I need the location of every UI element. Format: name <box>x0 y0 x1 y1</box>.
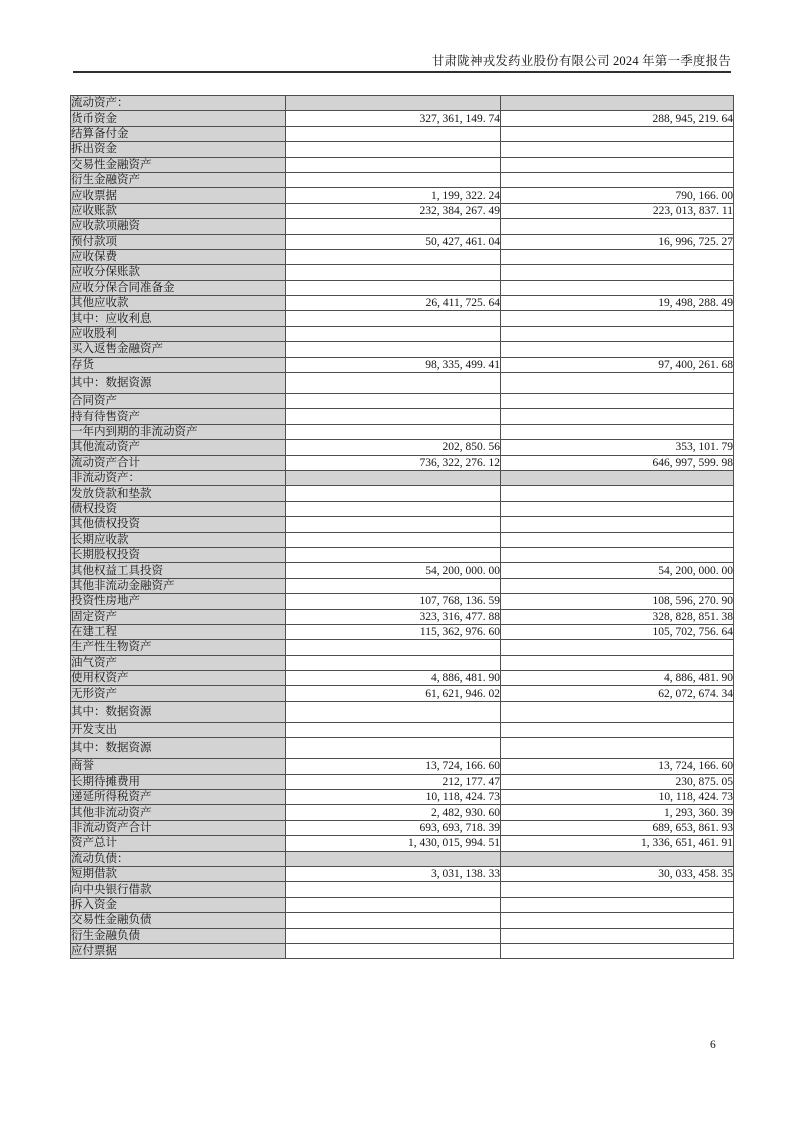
value-col-1 <box>286 655 501 670</box>
table-row <box>71 866 734 881</box>
balance-sheet-table <box>70 95 734 959</box>
row-label: 其他债权投资 <box>71 517 286 532</box>
table-row <box>71 219 734 234</box>
row-label: 债权投资 <box>71 501 286 516</box>
table-row <box>71 532 734 547</box>
row-label: 交易性金融负债 <box>71 913 286 928</box>
value-col-2: 54, 200, 000. 00 <box>501 563 734 578</box>
value-col-1: 115, 362, 976. 60 <box>286 624 501 639</box>
table-row <box>71 296 734 311</box>
value-col-1 <box>286 547 501 562</box>
row-label: 应收款项融资 <box>71 219 286 234</box>
value-col-2: 105, 702, 756. 64 <box>501 624 734 639</box>
row-label: 其中：应收利息 <box>71 311 286 326</box>
value-col-1: 1, 199, 322. 24 <box>286 188 501 203</box>
value-col-1 <box>286 532 501 547</box>
value-col-1 <box>286 326 501 341</box>
row-label: 开发支出 <box>71 722 286 737</box>
value-col-1 <box>286 373 501 394</box>
value-col-2 <box>501 96 734 111</box>
value-col-2: 4, 886, 481. 90 <box>501 671 734 686</box>
value-col-1 <box>286 897 501 912</box>
table-row <box>71 357 734 372</box>
table-row <box>71 928 734 943</box>
value-col-1 <box>286 424 501 439</box>
table-row <box>71 111 734 126</box>
table-row <box>71 280 734 295</box>
row-label: 拆出资金 <box>71 142 286 157</box>
value-col-2 <box>501 655 734 670</box>
row-label: 应收票据 <box>71 188 286 203</box>
row-label: 无形资产 <box>71 686 286 701</box>
value-col-2 <box>501 486 734 501</box>
value-col-1: 323, 316, 477. 88 <box>286 609 501 624</box>
value-col-2: 328, 828, 851. 38 <box>501 609 734 624</box>
value-col-1: 61, 621, 946. 02 <box>286 686 501 701</box>
value-col-2: 16, 996, 725. 27 <box>501 234 734 249</box>
header-rule-divider <box>73 71 731 73</box>
value-col-2 <box>501 517 734 532</box>
row-label: 流动资产合计 <box>71 455 286 470</box>
value-col-1 <box>286 640 501 655</box>
value-col-2: 790, 166. 00 <box>501 188 734 203</box>
row-label: 合同资产 <box>71 394 286 409</box>
value-col-1: 3, 031, 138. 33 <box>286 866 501 881</box>
value-col-1 <box>286 126 501 141</box>
row-label: 一年内到期的非流动资产 <box>71 424 286 439</box>
value-col-1 <box>286 470 501 485</box>
row-label: 其中：数据资源 <box>71 701 286 722</box>
value-col-1: 693, 693, 718. 39 <box>286 820 501 835</box>
row-label: 发放贷款和垫款 <box>71 486 286 501</box>
row-label: 持有待售资产 <box>71 409 286 424</box>
table-row <box>71 790 734 805</box>
value-col-2: 288, 945, 219. 64 <box>501 111 734 126</box>
table-row <box>71 96 734 111</box>
row-label: 其他非流动金融资产 <box>71 578 286 593</box>
value-col-2 <box>501 882 734 897</box>
value-col-1 <box>286 96 501 111</box>
value-col-2 <box>501 394 734 409</box>
row-label: 流动负债： <box>71 851 286 866</box>
value-col-2 <box>501 126 734 141</box>
table-row <box>71 547 734 562</box>
value-col-1 <box>286 486 501 501</box>
table-row <box>71 424 734 439</box>
table-row <box>71 913 734 928</box>
value-col-1 <box>286 882 501 897</box>
row-label: 其他应收款 <box>71 296 286 311</box>
value-col-2: 646, 997, 599. 98 <box>501 455 734 470</box>
value-col-1 <box>286 249 501 264</box>
page-number: 6 <box>710 1039 716 1051</box>
value-col-1 <box>286 342 501 357</box>
table-row <box>71 394 734 409</box>
table-row <box>71 640 734 655</box>
table-row <box>71 203 734 218</box>
table-row <box>71 311 734 326</box>
row-label: 货币资金 <box>71 111 286 126</box>
value-col-2 <box>501 640 734 655</box>
row-label: 其中：数据资源 <box>71 738 286 759</box>
value-col-1: 232, 384, 267. 49 <box>286 203 501 218</box>
row-label: 其他流动资产 <box>71 440 286 455</box>
value-col-2 <box>501 342 734 357</box>
value-col-2 <box>501 280 734 295</box>
row-label: 预付款项 <box>71 234 286 249</box>
report-header-title: 甘肃陇神戎发药业股份有限公司 2024 年第一季度报告 <box>431 54 731 68</box>
table-row <box>71 722 734 737</box>
table-row <box>71 342 734 357</box>
value-col-2 <box>501 265 734 280</box>
value-col-1: 4, 886, 481. 90 <box>286 671 501 686</box>
value-col-2 <box>501 738 734 759</box>
value-col-1: 2, 482, 930. 60 <box>286 805 501 820</box>
table-row <box>71 373 734 394</box>
value-col-2 <box>501 943 734 958</box>
value-col-2: 223, 013, 837. 11 <box>501 203 734 218</box>
value-col-1 <box>286 943 501 958</box>
row-label: 交易性金融资产 <box>71 157 286 172</box>
row-label: 其中：数据资源 <box>71 373 286 394</box>
value-col-2 <box>501 157 734 172</box>
row-label: 非流动资产： <box>71 470 286 485</box>
table-row <box>71 805 734 820</box>
value-col-1 <box>286 517 501 532</box>
table-row <box>71 563 734 578</box>
value-col-2 <box>501 249 734 264</box>
balance-sheet-body <box>71 96 734 959</box>
value-col-2 <box>501 219 734 234</box>
row-label: 衍生金融负债 <box>71 928 286 943</box>
table-row <box>71 249 734 264</box>
table-row <box>71 738 734 759</box>
value-col-1: 107, 768, 136. 59 <box>286 594 501 609</box>
value-col-1: 26, 411, 725. 64 <box>286 296 501 311</box>
value-col-1 <box>286 409 501 424</box>
value-col-1 <box>286 913 501 928</box>
value-col-2: 97, 400, 261. 68 <box>501 357 734 372</box>
row-label: 资产总计 <box>71 836 286 851</box>
table-row <box>71 157 734 172</box>
value-col-2 <box>501 172 734 187</box>
table-row <box>71 774 734 789</box>
table-row <box>71 820 734 835</box>
row-label: 应付票据 <box>71 943 286 958</box>
row-label: 流动资产： <box>71 96 286 111</box>
table-row <box>71 686 734 701</box>
table-row <box>71 594 734 609</box>
table-row <box>71 172 734 187</box>
value-col-2: 108, 596, 270. 90 <box>501 594 734 609</box>
value-col-1 <box>286 157 501 172</box>
row-label: 在建工程 <box>71 624 286 639</box>
value-col-1 <box>286 172 501 187</box>
value-col-1: 736, 322, 276. 12 <box>286 455 501 470</box>
value-col-1 <box>286 722 501 737</box>
value-col-2 <box>501 701 734 722</box>
value-col-1 <box>286 219 501 234</box>
table-row <box>71 701 734 722</box>
value-col-2: 353, 101. 79 <box>501 440 734 455</box>
table-row <box>71 234 734 249</box>
table-row <box>71 501 734 516</box>
row-label: 非流动资产合计 <box>71 820 286 835</box>
value-col-2: 19, 498, 288. 49 <box>501 296 734 311</box>
value-col-2 <box>501 470 734 485</box>
value-col-2: 1, 293, 360. 39 <box>501 805 734 820</box>
value-col-1: 50, 427, 461. 04 <box>286 234 501 249</box>
row-label: 长期股权投资 <box>71 547 286 562</box>
row-label: 其他非流动资产 <box>71 805 286 820</box>
table-row <box>71 624 734 639</box>
row-label: 买入返售金融资产 <box>71 342 286 357</box>
value-col-2 <box>501 424 734 439</box>
table-row <box>71 671 734 686</box>
table-row <box>71 265 734 280</box>
table-row <box>71 142 734 157</box>
value-col-2 <box>501 722 734 737</box>
value-col-2 <box>501 142 734 157</box>
table-row <box>71 326 734 341</box>
table-row <box>71 486 734 501</box>
table-row <box>71 188 734 203</box>
value-col-1: 327, 361, 149. 74 <box>286 111 501 126</box>
table-row <box>71 655 734 670</box>
table-row <box>71 578 734 593</box>
row-label: 长期待摊费用 <box>71 774 286 789</box>
table-row <box>71 943 734 958</box>
value-col-1 <box>286 928 501 943</box>
value-col-1 <box>286 738 501 759</box>
value-col-1 <box>286 142 501 157</box>
table-row <box>71 409 734 424</box>
value-col-2: 689, 653, 861. 93 <box>501 820 734 835</box>
row-label: 应收股利 <box>71 326 286 341</box>
value-col-1: 10, 118, 424. 73 <box>286 790 501 805</box>
value-col-2 <box>501 913 734 928</box>
value-col-2: 62, 072, 674. 34 <box>501 686 734 701</box>
table-row <box>71 882 734 897</box>
row-label: 拆入资金 <box>71 897 286 912</box>
row-label: 应收分保合同准备金 <box>71 280 286 295</box>
value-col-2 <box>501 897 734 912</box>
row-label: 应收分保账款 <box>71 265 286 280</box>
value-col-2 <box>501 547 734 562</box>
row-label: 衍生金融资产 <box>71 172 286 187</box>
value-col-1 <box>286 280 501 295</box>
value-col-2 <box>501 578 734 593</box>
table-row <box>71 851 734 866</box>
value-col-2: 230, 875. 05 <box>501 774 734 789</box>
value-col-2 <box>501 373 734 394</box>
table-row <box>71 836 734 851</box>
value-col-2 <box>501 501 734 516</box>
row-label: 存货 <box>71 357 286 372</box>
row-label: 向中央银行借款 <box>71 882 286 897</box>
table-row <box>71 897 734 912</box>
value-col-1 <box>286 311 501 326</box>
table-row <box>71 440 734 455</box>
value-col-1: 1, 430, 015, 994. 51 <box>286 836 501 851</box>
value-col-1 <box>286 501 501 516</box>
table-row <box>71 470 734 485</box>
table-row <box>71 609 734 624</box>
row-label: 应收保费 <box>71 249 286 264</box>
row-label: 固定资产 <box>71 609 286 624</box>
row-label: 应收账款 <box>71 203 286 218</box>
row-label: 生产性生物资产 <box>71 640 286 655</box>
value-col-1: 212, 177. 47 <box>286 774 501 789</box>
value-col-1: 98, 335, 499. 41 <box>286 357 501 372</box>
value-col-2: 1, 336, 651, 461. 91 <box>501 836 734 851</box>
value-col-1 <box>286 578 501 593</box>
value-col-1: 13, 724, 166. 60 <box>286 759 501 774</box>
row-label: 长期应收款 <box>71 532 286 547</box>
value-col-1: 54, 200, 000. 00 <box>286 563 501 578</box>
value-col-2 <box>501 311 734 326</box>
table-row <box>71 517 734 532</box>
value-col-2: 30, 033, 458. 35 <box>501 866 734 881</box>
value-col-1 <box>286 265 501 280</box>
row-label: 其他权益工具投资 <box>71 563 286 578</box>
value-col-1: 202, 850. 56 <box>286 440 501 455</box>
row-label: 投资性房地产 <box>71 594 286 609</box>
row-label: 递延所得税资产 <box>71 790 286 805</box>
row-label: 商誉 <box>71 759 286 774</box>
value-col-2 <box>501 409 734 424</box>
value-col-1 <box>286 851 501 866</box>
table-row <box>71 126 734 141</box>
value-col-2 <box>501 928 734 943</box>
row-label: 使用权资产 <box>71 671 286 686</box>
value-col-2 <box>501 532 734 547</box>
value-col-2 <box>501 326 734 341</box>
table-row <box>71 759 734 774</box>
value-col-1 <box>286 394 501 409</box>
value-col-1 <box>286 701 501 722</box>
row-label: 短期借款 <box>71 866 286 881</box>
row-label: 油气资产 <box>71 655 286 670</box>
table-row <box>71 455 734 470</box>
value-col-2: 13, 724, 166. 60 <box>501 759 734 774</box>
value-col-2 <box>501 851 734 866</box>
row-label: 结算备付金 <box>71 126 286 141</box>
value-col-2: 10, 118, 424. 73 <box>501 790 734 805</box>
